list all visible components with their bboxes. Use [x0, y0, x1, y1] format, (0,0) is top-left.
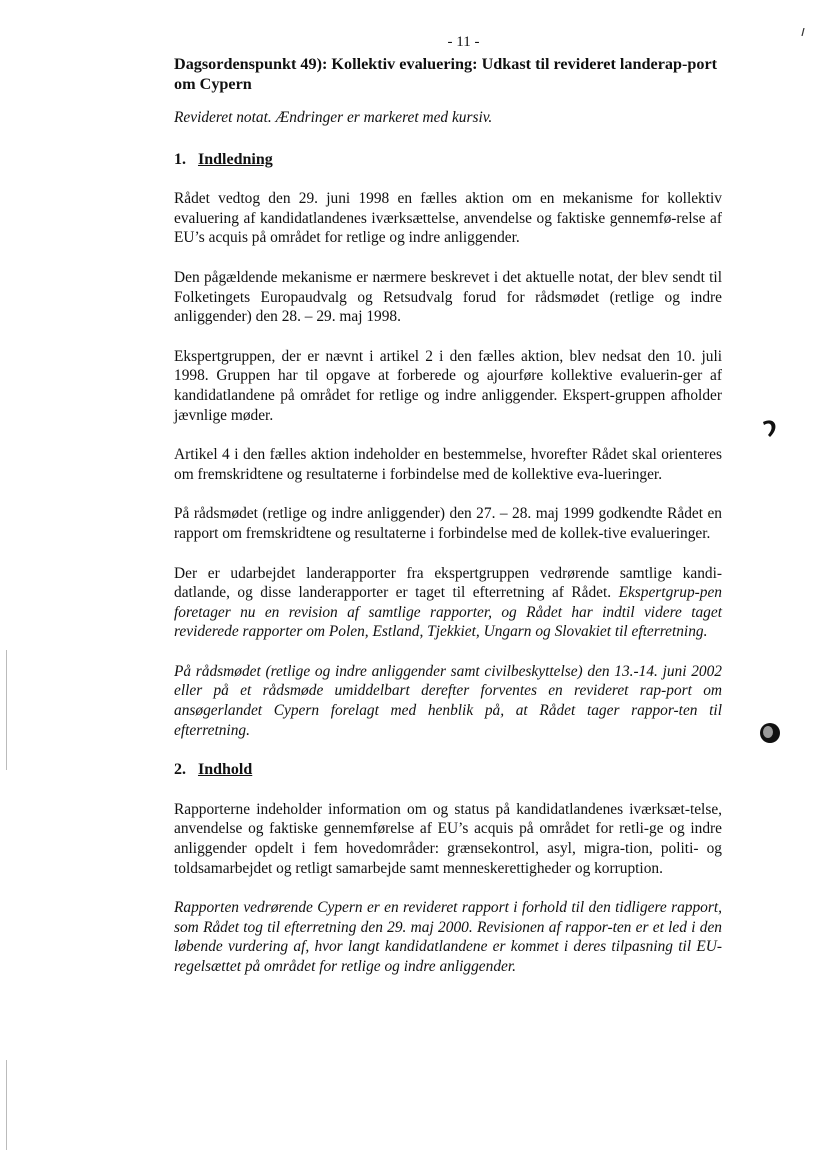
- paragraph-italic-text: Rapporten vedrørende Cypern er en revideret rapport i forhold til den tidligere rapport, som Rådet tog til efterretning den 29. maj 2000. Revisionen af rappor-ten er et led i den løbende vurdering af, hvor langt kandidatlandene er kommet i deres tilpasning til EU-regelsættet på området for retlige og indre anliggender.: [174, 899, 722, 975]
- scan-margin-line: [6, 650, 7, 770]
- section-number: 1.: [174, 150, 186, 168]
- paragraph: [174, 445, 722, 484]
- paragraph-text: Rådet vedtog den 29. juni 1998 en fælles aktion om en mekanisme for kollektiv evaluering af kandidatlandenes iværksættelse, anvendelse og faktiske gennemfø-relse af EU’s acquis på området for retlige og indre anliggender.: [174, 190, 722, 247]
- paragraph: [174, 347, 722, 425]
- section-title: Indhold: [198, 761, 253, 779]
- paragraph: [174, 898, 722, 976]
- punch-hole-mark: [760, 418, 778, 438]
- paragraph-text: Artikel 4 i den fælles aktion indeholder en bestemmelse, hvorefter Rådet skal orienteres om fremskridtene og resultaterne i forbindelse med de kollektive eva-lueringer.: [174, 446, 722, 483]
- paragraph-text: På rådsmødet (retlige og indre anliggender) den 27. – 28. maj 1999 godkendte Rådet en rapport om fremskridtene og resultaterne i forbindelse med de kollek-tive evalueringer.: [174, 505, 722, 542]
- scan-margin-line: [6, 1060, 7, 1150]
- paragraph-italic-text: Ekspertgrup-pen foretager nu en revision af samtlige rapporter, og Rådet har indtil videre taget reviderede rapporter om Polen, Estland, Tjekkiet, Ungarn og Slovakiet til efterretning.: [174, 584, 722, 641]
- paragraph: [174, 662, 722, 740]
- revision-note: Revideret notat. Ændringer er markeret med kursiv.: [174, 109, 493, 126]
- section-title: Indledning: [198, 150, 273, 168]
- section-heading-1: [174, 150, 722, 170]
- page-number: - 11 -: [447, 34, 480, 50]
- paragraph: [174, 800, 722, 878]
- agenda-heading: Dagsordenspunkt 49): Kollektiv evaluering: Udkast til revideret landerap-port om Cypern: [174, 55, 718, 93]
- section-number: 2.: [174, 761, 186, 779]
- paragraph-text: Rapporterne indeholder information om og status på kandidatlandenes iværksæt-telse, anvendelse og faktiske gennemførelse af EU’s acquis på området for retli-ge og indre anliggender opdelt i fem hovedområder: grænsekontrol, asyl, migra-tion, politi- og toldsamarbejdet og retligt samarbejde samt menneskerettigheder og korruption.: [174, 800, 722, 877]
- scan-speck: [801, 28, 805, 36]
- paragraph-text: Den pågældende mekanisme er nærmere beskrevet i det aktuelle notat, der blev sendt til Folketingets Europaudvalg og Retsudvalg forud for rådsmødet (retlige og indre anliggender) den 28. – 29. maj 1998.: [174, 268, 722, 326]
- paragraph-italic-text: På rådsmødet (retlige og indre anliggender samt civilbeskyttelse) den 13.-14. juni 2002 eller på et rådsmøde umiddelbart derefter forventes en revideret rap-port om ansøgerlandet Cypern forelagt med henblik på, at Rådet tager rappor-ten til efterretning.: [174, 662, 722, 739]
- paragraph: [174, 564, 722, 642]
- paragraph-text: Ekspertgruppen, der er nævnt i artikel 2 i den fælles aktion, blev nedsat den 10. juli 1998. Gruppen har til opgave at forberede og ajourføre kollektive evaluerin-ger af kandidatlandene på området for retlige og indre anliggender. Ekspert-gruppen afholder jævnlige møder.: [174, 347, 722, 424]
- paragraph: [174, 268, 722, 327]
- paragraph: [174, 189, 722, 248]
- section-heading-2: [174, 760, 722, 780]
- paragraph: [174, 504, 722, 543]
- paragraph-text: Der er udarbejdet landerapporter fra ekspertgruppen vedrørende samtlige kandi-datlande, og disse landerapporter er taget til efterretning af Rådet.: [174, 564, 722, 602]
- punch-hole-mark: [759, 722, 781, 744]
- document-body: [174, 54, 722, 997]
